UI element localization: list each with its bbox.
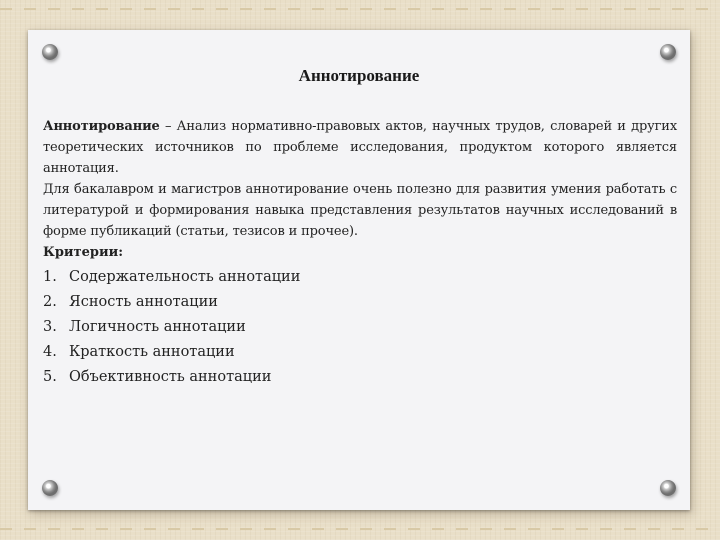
criteria-text: Ясность аннотации xyxy=(69,294,218,310)
pushpin-icon xyxy=(660,44,676,60)
stitch-border-bottom xyxy=(0,528,720,530)
pushpin-icon xyxy=(660,480,676,496)
criteria-item xyxy=(43,265,677,290)
criteria-item xyxy=(43,365,677,390)
criteria-number: 5. xyxy=(43,369,57,385)
criteria-list xyxy=(43,265,677,390)
criteria-item xyxy=(43,290,677,315)
criteria-number: 4. xyxy=(43,344,57,360)
criteria-text: Содержательность аннотации xyxy=(69,269,301,285)
criteria-number: 2. xyxy=(43,294,57,310)
slide-title: Аннотирование xyxy=(298,66,420,85)
pushpin-icon xyxy=(42,480,58,496)
definition-term: Аннотирование xyxy=(43,119,160,134)
definition-text: – Анализ нормативно-правовых актов, научных трудов, словарей и других теоретических источников по проблеме исследования, продуктом которого является аннотация. xyxy=(43,119,677,176)
stitch-border-top xyxy=(0,8,720,10)
criteria-item xyxy=(43,340,677,365)
criteria-text: Краткость аннотации xyxy=(69,344,235,360)
criteria-text: Логичность аннотации xyxy=(69,319,246,335)
usefulness-paragraph: Для бакалавром и магистров аннотирование очень полезно для развития умения работать с литературой и формирования навыка представления результатов научных исследований в форме публикаций (статьи, тезисов и прочее). xyxy=(43,182,677,239)
definition-paragraph xyxy=(43,116,677,179)
slide-content xyxy=(43,116,677,390)
pushpin-icon xyxy=(42,44,58,60)
criteria-number: 3. xyxy=(43,319,57,335)
criteria-heading: Критерии: xyxy=(43,245,124,260)
slide-paper xyxy=(28,30,690,510)
criteria-number: 1. xyxy=(43,269,57,285)
criteria-text: Объективность аннотации xyxy=(69,369,272,385)
criteria-item xyxy=(43,315,677,340)
